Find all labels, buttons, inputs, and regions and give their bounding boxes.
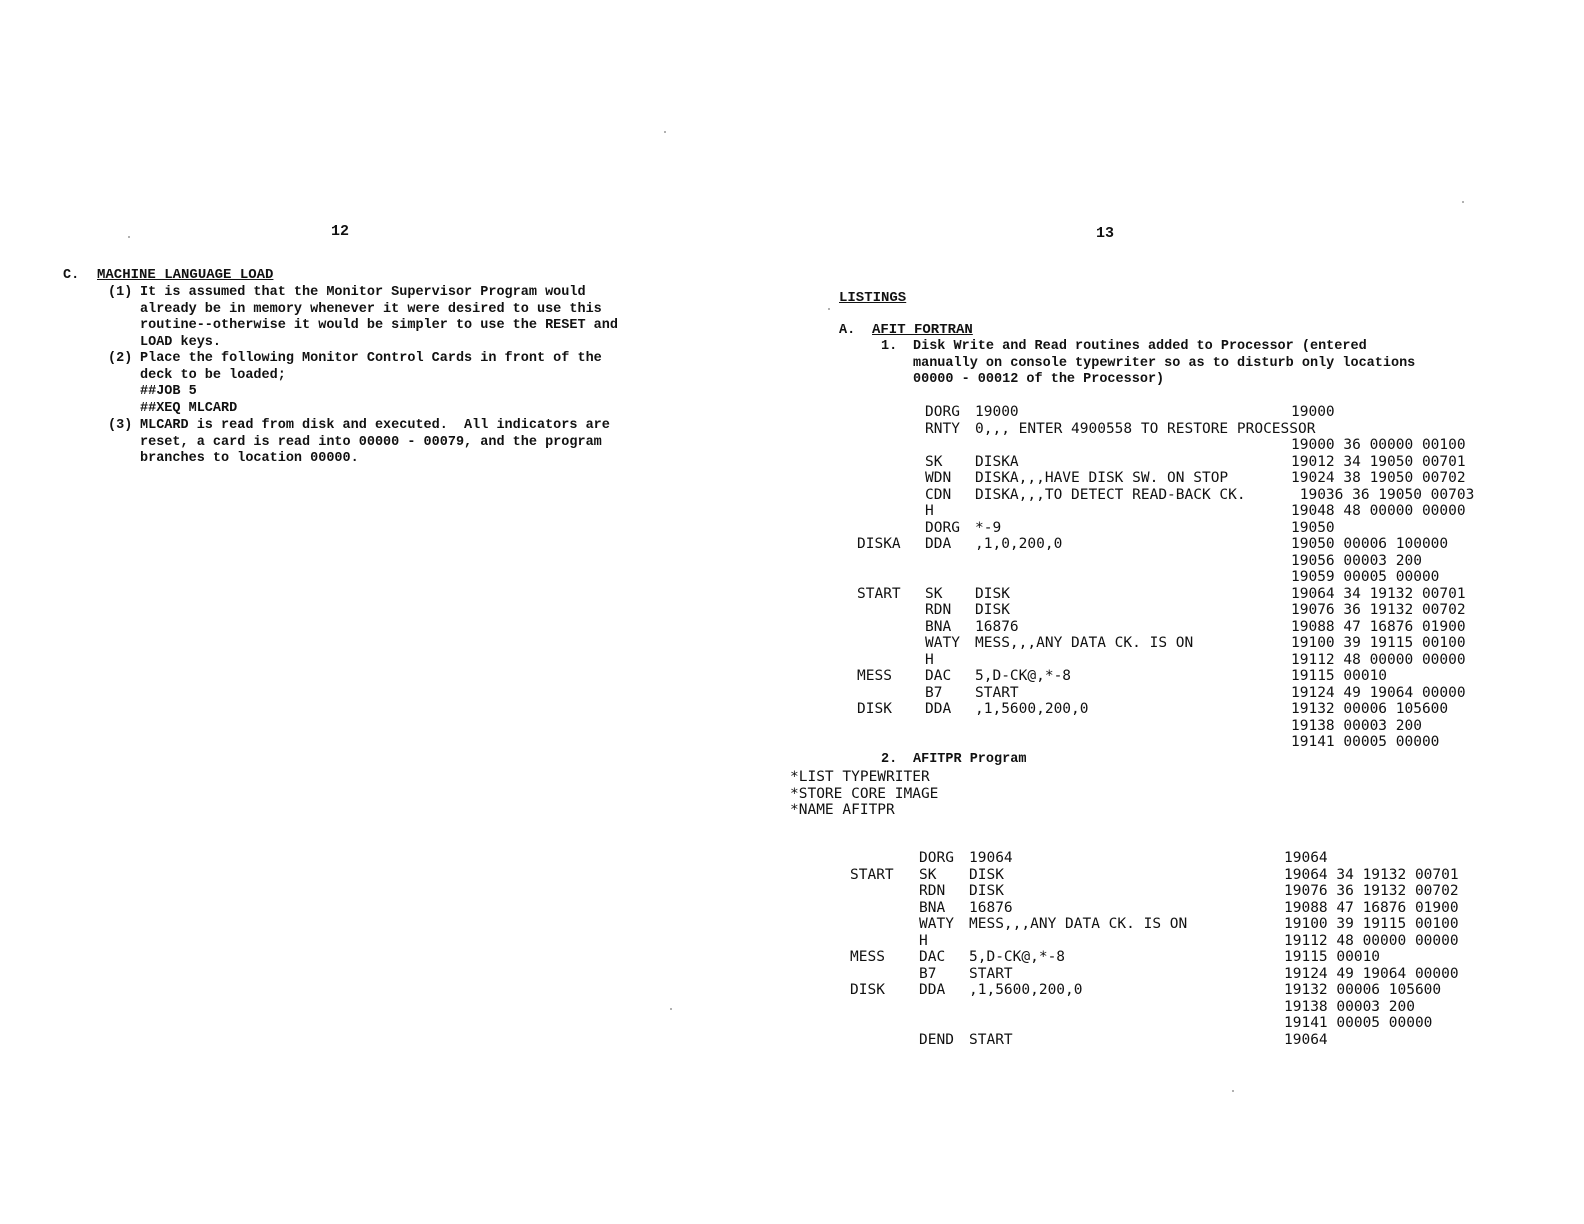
listing-op: SK	[925, 453, 943, 470]
item-1-line: It is assumed that the Monitor Supervisor Program would	[140, 285, 586, 300]
item-3-text	[140, 418, 610, 468]
listing-op: H	[925, 503, 934, 519]
listing-op: DEND	[919, 1031, 954, 1048]
listing-operand: MESS,,,ANY DATA CK. IS ON	[975, 635, 1194, 651]
control-card: *LIST TYPEWRITER	[790, 769, 930, 785]
listing-operand: DISK	[975, 602, 1010, 618]
listing-label: DISK	[857, 701, 892, 717]
listing-operand: DISKA,,,TO DETECT READ-BACK CK.	[975, 486, 1246, 503]
listing-op: H	[925, 651, 934, 668]
listing-code: 19050	[1291, 519, 1335, 536]
listing-code: 19100 39 19115 00100	[1291, 635, 1466, 651]
right-section-letter: A.	[839, 323, 856, 338]
listing-op: WATY	[925, 635, 960, 651]
listing-operand: 5,D-CK@,*-8	[969, 949, 1066, 965]
listing-1-description-line: Disk Write and Read routines added to Processor (entered	[913, 339, 1367, 354]
item-1-number: (1)	[108, 285, 133, 300]
listing-op: DDA	[925, 536, 952, 552]
listing-op: DORG	[919, 850, 954, 866]
listing-code: 19100 39 19115 00100	[1284, 916, 1459, 932]
listing-op: DAC	[919, 949, 946, 965]
listing-code: 19050 00006 100000	[1291, 536, 1449, 552]
listing-code: 19076 36 19132 00702	[1291, 602, 1466, 618]
item-1-line: LOAD keys.	[140, 335, 222, 351]
listing-code: 19124 49 19064 00000	[1291, 684, 1466, 701]
right-section-title: AFIT FORTRAN	[872, 322, 973, 338]
listing-code: 19141 00005 00000	[1291, 734, 1440, 750]
listing-code: 19112 48 00000 00000	[1284, 932, 1459, 949]
item-2-line: deck to be loaded;	[140, 367, 286, 383]
item-2-line: ##XEQ MLCARD	[140, 401, 238, 417]
left-page-number: 12	[331, 223, 350, 240]
listing-label: MESS	[850, 949, 885, 965]
left-section-title: MACHINE LANGUAGE LOAD	[97, 267, 274, 283]
listing-label: DISK	[850, 982, 885, 998]
listing-op: RDN	[919, 883, 946, 899]
listing-code: 19024 38 19050 00702	[1291, 470, 1466, 486]
listing-code: 19088 47 16876 01900	[1284, 899, 1459, 916]
listing-code: 19056 00003 200	[1291, 552, 1422, 569]
listing-code: 19064	[1284, 1031, 1328, 1048]
listing-op: DORG	[925, 404, 960, 420]
listing-code: 19115 00010	[1291, 668, 1388, 684]
listing-operand: ,1,5600,200,0	[975, 701, 1089, 717]
item-3-line: branches to location 00000.	[140, 451, 359, 467]
listing-op: RNTY	[925, 420, 960, 437]
listings-title: LISTINGS	[839, 290, 907, 306]
listing-code: 19112 48 00000 00000	[1291, 651, 1466, 668]
listing-code: 19000	[1291, 404, 1335, 420]
listing-code: 19064 34 19132 00701	[1291, 585, 1466, 602]
item-1-line: routine--otherwise it would be simpler to use the RESET and	[140, 318, 618, 334]
listing-op: WDN	[925, 470, 952, 486]
scan-speck	[664, 131, 666, 133]
item-2-text	[140, 351, 602, 418]
listing-1-description	[913, 339, 1415, 389]
listing-2-number: 2.	[881, 752, 898, 767]
left-section-letter: C.	[63, 268, 80, 283]
listing-operand: START	[969, 1031, 1013, 1048]
listing-op: CDN	[925, 486, 952, 503]
item-1-line: already be in memory whenever it were desired to use this	[140, 301, 602, 317]
listing-op: BNA	[925, 618, 952, 635]
listing-operand: DISKA,,,HAVE DISK SW. ON STOP	[975, 470, 1229, 486]
listing-code: 19115 00010	[1284, 949, 1381, 965]
listing-code: 19036 36 19050 00703	[1291, 486, 1475, 503]
item-1-text	[140, 285, 618, 352]
listing-op: DDA	[919, 982, 946, 998]
listing-operand: *-9	[975, 519, 1002, 536]
item-3-number: (3)	[108, 418, 133, 433]
listing-op: BNA	[919, 899, 946, 916]
listing-code: 19059 00005 00000	[1291, 569, 1440, 585]
listing-op: DDA	[925, 701, 952, 717]
listing-op: DAC	[925, 668, 952, 684]
listing-label: DISKA	[857, 536, 901, 552]
listing-operand: DISK	[969, 883, 1004, 899]
listing-operand: 5,D-CK@,*-8	[975, 668, 1072, 684]
listing-operand: START	[969, 965, 1013, 982]
listing-2-title: AFITPR Program	[913, 752, 1027, 767]
listing-label: START	[857, 585, 901, 602]
item-3-line: reset, a card is read into 00000 - 00079, and the program	[140, 434, 602, 450]
listing-operand: MESS,,,ANY DATA CK. IS ON	[969, 916, 1188, 932]
listing-op: DORG	[925, 519, 960, 536]
listing-code: 19064	[1284, 850, 1328, 866]
listing-code: 19138 00003 200	[1284, 998, 1415, 1015]
listing-op: SK	[925, 585, 943, 602]
scan-speck	[1462, 201, 1464, 203]
listing-code: 19012 34 19050 00701	[1291, 453, 1466, 470]
scan-speck	[670, 1008, 672, 1010]
listing-op: WATY	[919, 916, 954, 932]
scan-speck	[1232, 1090, 1234, 1092]
scan-speck	[128, 236, 130, 238]
control-card: *NAME AFITPR	[790, 802, 895, 818]
listing-code: 19088 47 16876 01900	[1291, 618, 1466, 635]
scan-speck	[828, 308, 830, 310]
listing-code: 19138 00003 200	[1291, 717, 1422, 734]
listing-code: 19048 48 00000 00000	[1291, 503, 1466, 519]
listing-code: 19141 00005 00000	[1284, 1015, 1433, 1031]
item-2-number: (2)	[108, 351, 133, 366]
listing-op: B7	[925, 684, 943, 701]
control-card: *STORE CORE IMAGE	[790, 785, 939, 802]
item-3-line: MLCARD is read from disk and executed. All indicators are	[140, 418, 610, 433]
listing-operand: DISK	[969, 866, 1004, 883]
listing-1-number: 1.	[881, 339, 898, 354]
listing-operand: 16876	[969, 899, 1013, 916]
listing-operand: 19064	[969, 850, 1013, 866]
listing-operand: START	[975, 684, 1019, 701]
item-2-line: ##JOB 5	[140, 384, 197, 400]
item-2-line: Place the following Monitor Control Cards in front of the	[140, 351, 602, 366]
listing-1-description-line: 00000 - 00012 of the Processor)	[913, 372, 1165, 388]
listing-operand: DISKA	[975, 453, 1019, 470]
listing-operand: DISK	[975, 585, 1010, 602]
listing-code: 19064 34 19132 00701	[1284, 866, 1459, 883]
listing-label: MESS	[857, 668, 892, 684]
listing-operand: ,1,0,200,0	[975, 536, 1063, 552]
listing-operand: 0,,, ENTER 4900558 TO RESTORE PROCESSOR	[975, 420, 1316, 437]
listing-operand: 19000	[975, 404, 1019, 420]
listing-operand: 16876	[975, 618, 1019, 635]
right-page-number: 13	[1096, 225, 1115, 242]
listing-label: START	[850, 866, 894, 883]
listing-code: 19124 49 19064 00000	[1284, 965, 1459, 982]
listing-code: 19132 00006 105600	[1291, 701, 1449, 717]
listing-op: SK	[919, 866, 937, 883]
listing-op: B7	[919, 965, 937, 982]
listing-1-description-line: manually on console typewriter so as to disturb only locations	[913, 355, 1416, 371]
listing-code: 19000 36 00000 00100	[1291, 437, 1466, 453]
listing-op: H	[919, 932, 928, 949]
listing-code: 19076 36 19132 00702	[1284, 883, 1459, 899]
listing-operand: ,1,5600,200,0	[969, 982, 1083, 998]
listing-code: 19132 00006 105600	[1284, 982, 1442, 998]
control-cards	[790, 769, 938, 819]
listing-op: RDN	[925, 602, 952, 618]
